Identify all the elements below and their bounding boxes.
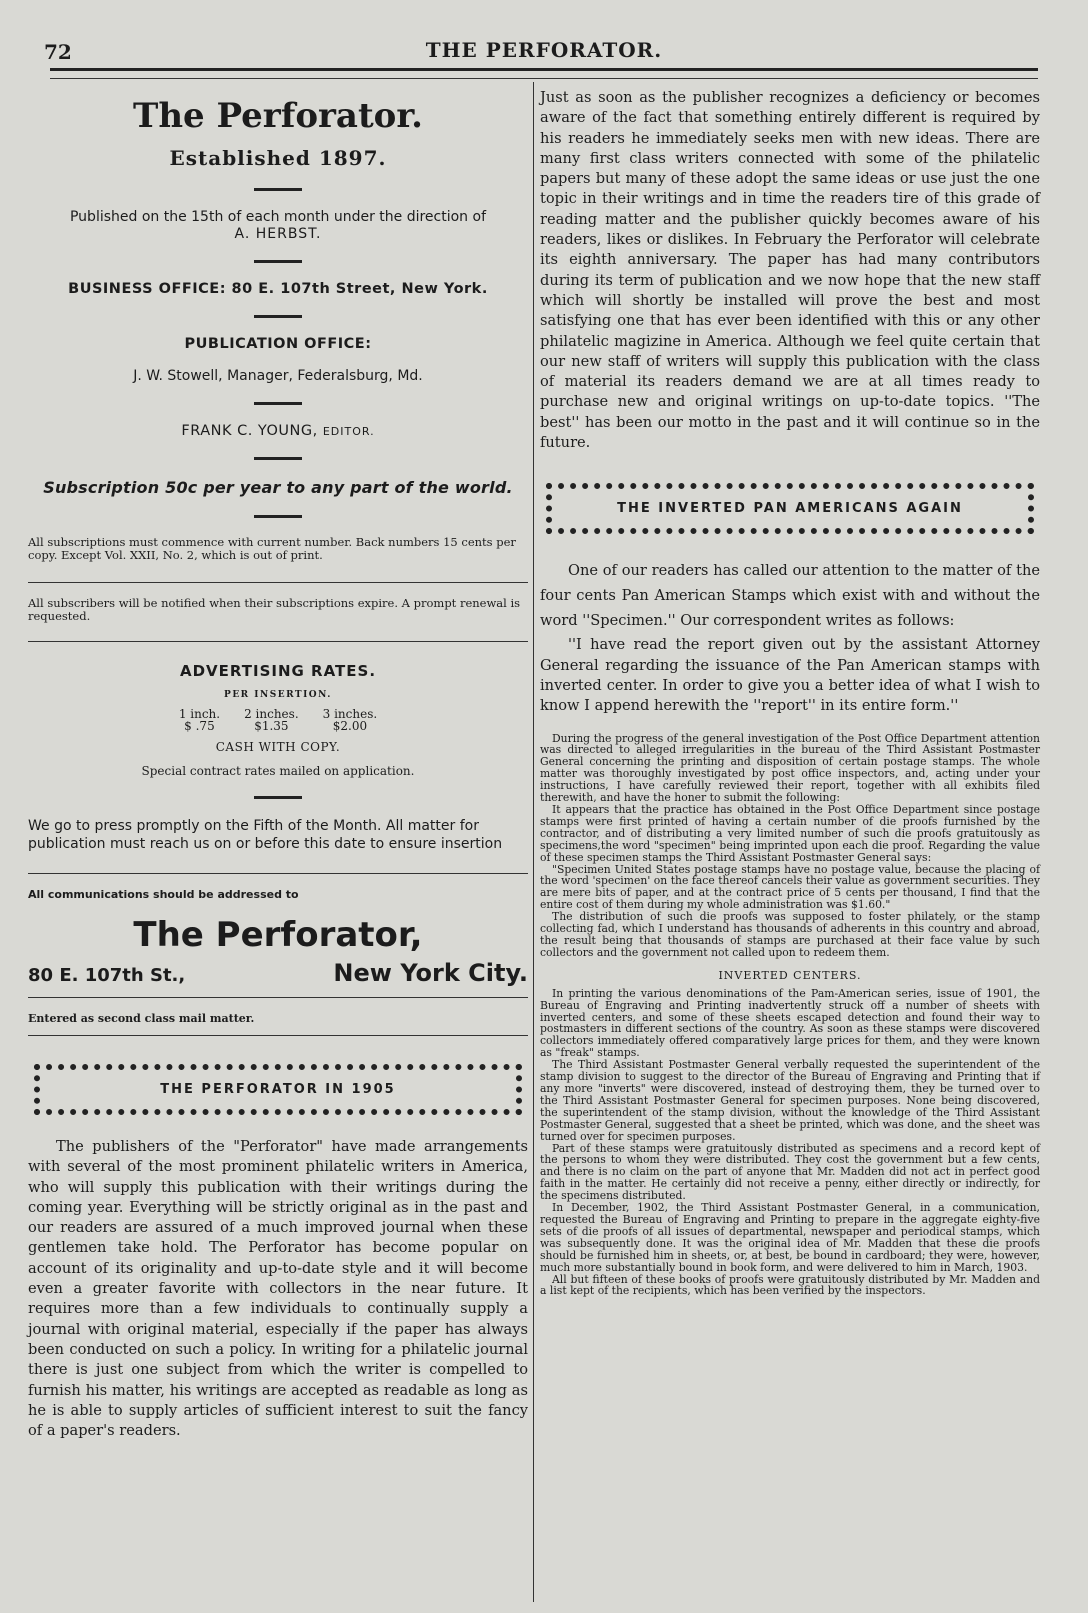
business-office: BUSINESS OFFICE: 80 E. 107th Street, New York. [68, 281, 488, 297]
editor-name: FRANK C. YOUNG, [181, 423, 318, 439]
address-city: New York City. [333, 959, 528, 987]
quote-paragraph: ''I have read the report given out by the assistant Attorney General regarding the issuance of the Pan American stamps with inverted center. In order to give you a better idea of what I wish to know I append herewith the ''report'' in its entire form.'' [540, 636, 1040, 715]
rate-size: 3 inches. [322, 707, 378, 721]
rate-size: 2 inches. [244, 707, 299, 721]
renewal-note: All subscribers will be notified when their subscriptions expire. A prompt renewal is requested. [28, 596, 521, 623]
address-street: 80 E. 107th St., [28, 965, 186, 986]
report-paragraph: The distribution of such die proofs was supposed to foster philately, or the stamp collecting fad, which I understand has thousands of adherents in this country and abroad, the result being that thousands of stamps are purchased at their face value by such collectors and the government not called upon to redeem them. [540, 910, 1040, 959]
subscription-line: Subscription 50c per year to any part of the world. [43, 478, 513, 497]
publication-office-label: PUBLICATION OFFICE: [184, 336, 372, 352]
per-insertion-label: PER INSERTION. [224, 690, 332, 700]
established-line: Established 1897. [169, 146, 387, 170]
entered-note: Entered as second class mail matter. [28, 1012, 255, 1025]
report-paragraph: "Specimen United States postage stamps have no postage value, because the placing of the word 'specimen' on the face thereof cancels their value as government securities. They are mere bits of paper, and at the contract price of 5 cents per thousand, I find that the entire cost of them during my whole administration was $1.60." [540, 862, 1040, 912]
right-column [540, 88, 1040, 1297]
rule [28, 997, 528, 998]
report-paragraph: It appears that the practice has obtained in the Post Office Department since postage stamps were first printed of having a certain number of die proofs furnished by the contractor, and of distributing a very limited number of such die proofs gratuitously as specimens,the word "specimen" being imprinted upon each die proof. Regarding the value of these specimen stamps the Third Assistant Postmaster General says: [540, 802, 1040, 864]
rate-price: $ .75 [184, 719, 215, 733]
report-paragraph: During the progress of the general investigation of the Post Office Department attention was directed to alleged irregularities in the bureau of the Third Assistant Postmaster General concerning the printing and disposition of certain postage stamps. The whole matter was thoroughly investigated by post office inspectors, and, acting under your instructions, I have carefully reviewed their report, together with all exhibits filed therewith, and have the honer to submit the following: [540, 731, 1040, 805]
left-column [28, 80, 528, 1441]
article-1905: The publishers of the "Perforator" have made arrangements with several of the most prominent philatelic writers in America, who will supply this publication with their writings during the coming year. Everything will be strictly original as in the past and our readers are assured of a much improved journal when these gentlemen take hold. The Perforator has become popular on account of its originality and up-to-date style and it will become even a greater favorite with collectors in the near future. It requires more than a few individuals to continually supply a journal with original material, especially if the paper has always been conducted on such a policy. In writing for a philatelic journal there is just one subject from which the writer is compelled to furnish his matter, his writings are accepted as readable as long as he is able to supply articles of sufficient interest to suit the fancy of a paper's readers. [28, 1138, 528, 1440]
advertising-heading: ADVERTISING RATES. [179, 662, 377, 680]
rule [28, 873, 528, 874]
rates-table [28, 708, 528, 732]
manager-line: J. W. Stowell, Manager, Federalsburg, Md. [133, 368, 423, 384]
subscriptions-note: All subscriptions must commence with current number. Back numbers 15 cents per copy. Except Vol. XXII, No. 2, which is out of print. [28, 535, 516, 562]
rule [28, 582, 528, 583]
special-contract-note: Special contract rates mailed on application. [141, 764, 415, 778]
rate-price: $2.00 [332, 719, 368, 733]
divider [254, 260, 302, 263]
header-rule [50, 68, 1038, 71]
masthead: The Perforator. [133, 96, 423, 136]
communications-label: All communications should be addressed to [28, 888, 299, 901]
press-note: We go to press promptly on the Fifth of the Month. All matter for publication must reach us on or before this date to ensure insertion [28, 818, 503, 852]
address-title: The Perforator, [133, 915, 423, 955]
rate-item [244, 708, 299, 732]
divider [254, 315, 302, 318]
running-title: THE PERFORATOR. [425, 38, 663, 62]
box-heading-pan-americans: THE INVERTED PAN AMERICANS AGAIN [546, 483, 1034, 534]
rate-item [179, 708, 220, 732]
inverted-paragraph: The Third Assistant Postmaster General verbally requested the superintendent of the stamp division to suggest to the director of the Bureau of Engraving and Printing that if any more "inverts" were discovered, instead of destroying them, they be turned over to the Third Assistant Postmaster General for specimen purposes. None being discovered, the superintendent of the stamp division, without the knowledge of the Third Assistant Postmaster General, suggested that a sheet be printed, which was done, and the sheet was turned over for specimen purposes. [540, 1058, 1040, 1143]
rate-size: 1 inch. [178, 707, 221, 721]
page-header [0, 0, 1088, 80]
divider [254, 188, 302, 191]
article-continuation: Just as soon as the publisher recognizes a deficiency or becomes aware of the fact that something entirely different is required by his readers he immediately seeks men with new ideas. There are many first class writers connected with some of the philatelic papers but many of these adopt the same ideas or use just the one topic in their writings and in time the readers tire of this grade of reading matter and the publisher quickly becomes aware of his readers, likes or dislikes. In February the Perforator will celebrate its eighth anniversary. The paper has had many contributors during its term of publication and we now hope that the new staff which will shortly be installed will prove the best and most satisfying one that has ever been identified with this or any other philatelic magizine in America. Although we feel quite certain that our new staff of writers will supply this publication with the class of material its readers demand we are at all times ready to purchase new and original writings on up-to-date topics. ''The best'' has been our motto in the past and it will continue so in the future. [540, 89, 1040, 452]
inverted-paragraph: All but fifteen of these books of proofs were gratuitously distributed by Mr. Madden and a list kept of the recipients, which has been verified by the inspectors. [540, 1272, 1040, 1298]
cash-with-copy: CASH WITH COPY. [215, 740, 341, 754]
column-divider [533, 82, 534, 1602]
rule [28, 641, 528, 642]
inverted-paragraph: Part of these stamps were gratuitously distributed as specimens and a record kept of the persons to whom they were distributed. They cost the government but a few cents, and there is no claim on the part of anyone that Mr. Madden did not act in perfect good faith in the matter. He certainly did not receive a penny, either directly or indirectly, for the specimens distributed. [540, 1141, 1040, 1203]
publisher-name: A. HERBST. [234, 226, 322, 242]
rate-item [323, 708, 378, 732]
editor-line [28, 423, 528, 439]
divider [254, 402, 302, 405]
published-line: Published on the 15th of each month under the direction of [69, 209, 486, 225]
rate-price: $1.35 [254, 719, 289, 733]
editor-title: EDITOR. [322, 425, 375, 438]
inverted-paragraph: In printing the various denominations of the Pam-American series, issue of 1901, the Bureau of Engraving and Printing inadvertently struck off a number of sheets with inverted centers, and some of these sheets escaped detection and found their way to postmasters in different sections of the country. As soon as these stamps were discovered collectors immediately offered comparatively large prices for them, and they were known as "freak" stamps. [540, 986, 1040, 1060]
divider [254, 796, 302, 799]
header-rule-thin [50, 78, 1038, 79]
rule [28, 1035, 528, 1036]
intro-paragraph: One of our readers has called our attention to the matter of the four cents Pan American Stamps which exist with and without the word ''Specimen.'' Our correspondent writes as follows: [540, 562, 1040, 630]
report-text [540, 733, 1040, 959]
inverted-paragraph: In December, 1902, the Third Assistant Postmaster General, in a communication, requested the Bureau of Engraving and Printing to prepare in the aggregate eighty-five sets of die proofs of all issues of departmental, newspaper and periodical stamps, which was subsequently done. It was the original idea of Mr. Madden that these die proofs should be furnished him in sheets, or, at best, be bound in cardboard; they were, however, much more substantially bound in book form, and were delivered to him in March, 1903. [540, 1201, 1040, 1274]
box-heading-1905: THE PERFORATOR IN 1905 [34, 1064, 522, 1115]
inverted-centers-heading: INVERTED CENTERS. [718, 968, 862, 982]
address-row [28, 959, 528, 987]
divider [254, 457, 302, 460]
divider [254, 515, 302, 518]
inverted-centers-text [540, 988, 1040, 1298]
page-number: 72 [44, 40, 72, 64]
